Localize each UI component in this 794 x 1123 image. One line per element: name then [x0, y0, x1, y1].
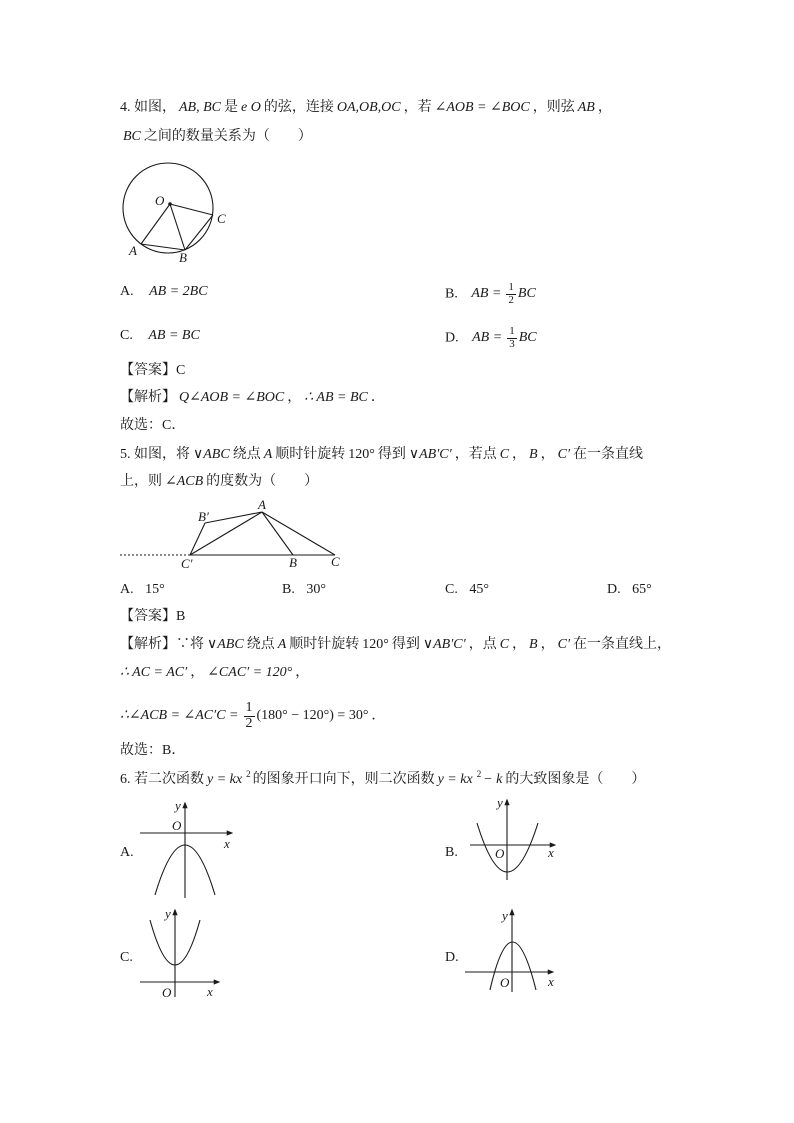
q6-math: − k [483, 772, 503, 787]
q5-choose [120, 741, 185, 761]
analysis-math: ∴ AB = BC [304, 390, 368, 405]
q5-text: 的度数为（ ） [206, 474, 319, 489]
q5-option-a [120, 580, 168, 600]
q5-text: 顺时针旋转 [275, 447, 346, 462]
label-c: C [217, 211, 226, 226]
q6-graph-a [130, 798, 240, 903]
q5-option-b [282, 580, 329, 600]
analysis-math: Q∠AOB = ∠BOC [179, 390, 285, 405]
origin-label: O [500, 975, 510, 990]
q6-text: 的大致图象是（ ） [505, 772, 646, 787]
numerator: 1 [509, 325, 515, 337]
option-label: B. [445, 286, 458, 302]
denominator: 3 [509, 337, 515, 350]
option-label: B. [282, 582, 295, 597]
option-expr: AB = 2BC [149, 284, 208, 299]
q5-math: B [529, 447, 538, 462]
option-expr-lhs: AB = [472, 330, 503, 346]
option-label: A. [120, 582, 134, 597]
analysis-math: A [277, 637, 287, 652]
analysis-text: ． [371, 708, 386, 724]
label-c-prime: C′ [181, 556, 193, 571]
x-axis-label: x [548, 974, 554, 989]
option-expr-rhs: BC [517, 286, 536, 302]
segment-oa [141, 204, 170, 244]
q6-graph-c [132, 905, 227, 1005]
q6-stem [120, 770, 645, 790]
q4-math: OA,OB,OC [336, 100, 401, 115]
q4-text: ，若 [403, 100, 432, 115]
analysis-text: 【解析】∵将 [120, 637, 204, 652]
q4-math: AB [577, 100, 595, 115]
answer-value: B [176, 609, 186, 624]
q5-analysis-line-1 [120, 635, 671, 655]
label-a: A [129, 243, 137, 258]
q5-math: A [263, 447, 273, 462]
option-expr: AB = BC [148, 328, 200, 343]
y-axis-label: y [497, 795, 503, 810]
option-value: 15° [145, 582, 165, 597]
q4-text: 如图， [134, 100, 176, 115]
analysis-text: 在一条直线上， [573, 637, 672, 652]
denominator: 2 [508, 293, 514, 306]
q4-option-d [445, 325, 540, 350]
parabola-curve [490, 942, 536, 990]
option-value: 30° [306, 582, 326, 597]
y-axis-label: y [165, 906, 171, 921]
q4-number: 4. [120, 100, 131, 115]
fraction [507, 326, 517, 350]
analysis-math: ∨AB′C′ [422, 637, 466, 652]
analysis-text: ， [540, 637, 555, 652]
origin-label: O [162, 985, 172, 1000]
q5-text: 绕点 [232, 447, 261, 462]
analysis-math: ∴∠ACB = ∠AC′C = [120, 708, 239, 724]
q5-rotation-figure [118, 495, 348, 575]
fraction [506, 282, 516, 306]
q4-option-c [120, 326, 203, 346]
q4-stem-line-1 [120, 98, 612, 118]
analysis-text: ， [512, 637, 527, 652]
analysis-math: C [499, 637, 510, 652]
q4-analysis [120, 388, 385, 408]
choose-text: 故选：C． [120, 418, 186, 433]
q5-number: 5. [120, 447, 131, 462]
option-label: D. [445, 330, 459, 346]
q4-text: ，则弦 [532, 100, 575, 115]
q6-number: 6. [120, 772, 131, 787]
answer-value: C [176, 363, 186, 378]
q4-text: 之间的数量关系为（ ） [143, 129, 312, 144]
q6-text: 的图象开口向下，则二次函数 [252, 772, 435, 787]
analysis-text: 得到 [391, 637, 420, 652]
label-c: C [331, 554, 340, 569]
q6-math: y = kx [207, 772, 243, 787]
chord-bc [185, 215, 213, 250]
q5-text: 得到 [377, 447, 406, 462]
origin-label: O [495, 846, 505, 861]
q6-graph-b [462, 795, 562, 885]
q4-math: AB, BC [179, 100, 221, 115]
analysis-text: 【解析】 [120, 390, 176, 405]
q5-math: C′ [557, 447, 571, 462]
q6-option-a-label: A. [120, 845, 134, 860]
analysis-text: ， [295, 665, 310, 680]
segment-oc [170, 204, 213, 215]
q5-stem-line-2 [120, 472, 318, 492]
analysis-math: (180° − 120°) = 30° [256, 708, 369, 724]
analysis-math: B [529, 637, 538, 652]
label-o: O [155, 193, 165, 208]
q5-text: 在一条直线 [573, 447, 644, 462]
analysis-text: ， [287, 390, 302, 405]
option-label: D. [607, 582, 621, 597]
q5-text: 如图，将 [134, 447, 190, 462]
q4-answer [120, 361, 185, 381]
segment-a-c [262, 512, 335, 555]
q5-math: ∨AB′C′ [408, 447, 452, 462]
option-value: 45° [469, 582, 489, 597]
q4-choose [120, 416, 185, 436]
q6-option-d-label: D. [445, 950, 459, 965]
option-label: A. [120, 284, 134, 299]
q5-analysis-line-2 [120, 663, 309, 683]
q5-math: ∨ABC [193, 447, 230, 462]
q5-option-c [445, 580, 492, 600]
label-a: A [258, 497, 266, 512]
q5-text: 上，则 [120, 474, 162, 489]
y-axis-label: y [175, 798, 181, 813]
x-axis-label: x [548, 845, 554, 860]
q4-text: ， [597, 100, 612, 115]
numerator: 1 [245, 700, 253, 715]
q4-math: BC [123, 129, 141, 144]
center-point [168, 202, 172, 206]
y-axis-label: y [502, 908, 508, 923]
option-label: C. [445, 582, 458, 597]
analysis-math: ∴ AC = AC′ [120, 665, 188, 680]
segment-ob [170, 204, 185, 250]
circle-o [123, 163, 213, 253]
analysis-text: ， [190, 665, 205, 680]
analysis-text: ，点 [468, 637, 497, 652]
q5-text: ， [512, 447, 527, 462]
q6-option-b-label: B. [445, 845, 458, 860]
numerator: 1 [508, 281, 514, 293]
analysis-number: 120° [362, 637, 389, 652]
analysis-text: 顺时针旋转 [289, 637, 360, 652]
analysis-math: C′ [557, 637, 571, 652]
analysis-math: ∨ABC [207, 637, 244, 652]
x-axis-label: x [207, 984, 213, 999]
q4-text: 是 [224, 100, 238, 115]
q6-graph-d [462, 905, 562, 1000]
x-axis-label: x [224, 836, 230, 851]
choose-text: 故选：B． [120, 743, 186, 758]
q5-analysis-line-3 [120, 700, 386, 731]
denominator: 2 [245, 715, 253, 731]
q4-math: ∠AOB = ∠BOC [434, 100, 530, 115]
label-b: B [179, 250, 187, 265]
analysis-math: ∠CAC′ = 120° [207, 665, 293, 680]
answer-label: 【答案】 [120, 609, 176, 624]
q4-stem-line-2 [120, 127, 312, 147]
q4-option-b [445, 281, 539, 306]
q5-math: C [499, 447, 510, 462]
option-value: 65° [632, 582, 652, 597]
analysis-text: ． [370, 390, 385, 405]
q6-option-c-label: C. [120, 950, 133, 965]
q6-exponent: 2 [246, 769, 251, 779]
q4-math: e O [241, 100, 261, 115]
q4-option-a [120, 282, 211, 302]
option-expr-rhs: BC [518, 330, 537, 346]
option-label: C. [120, 328, 133, 343]
q6-math: y = kx [437, 772, 473, 787]
q6-exponent: 2 [476, 769, 482, 779]
fraction [244, 701, 255, 731]
q5-answer [120, 607, 185, 627]
label-b: B [289, 555, 297, 570]
q5-math: ∠ACB [165, 474, 204, 489]
q5-stem-line-1 [120, 445, 643, 465]
q4-text: 的弦，连接 [263, 100, 334, 115]
q5-option-d [607, 580, 655, 600]
option-expr-lhs: AB = [471, 286, 502, 302]
answer-label: 【答案】 [120, 363, 176, 378]
segment-a-b [262, 512, 293, 555]
analysis-text: 绕点 [246, 637, 275, 652]
q5-text: ， [540, 447, 555, 462]
q4-circle-figure [118, 155, 233, 270]
q5-text: ，若点 [454, 447, 497, 462]
q5-number-value: 120° [348, 447, 375, 462]
q6-text: 若二次函数 [134, 772, 204, 787]
origin-label: O [172, 818, 182, 833]
label-b-prime: B′ [198, 509, 209, 524]
